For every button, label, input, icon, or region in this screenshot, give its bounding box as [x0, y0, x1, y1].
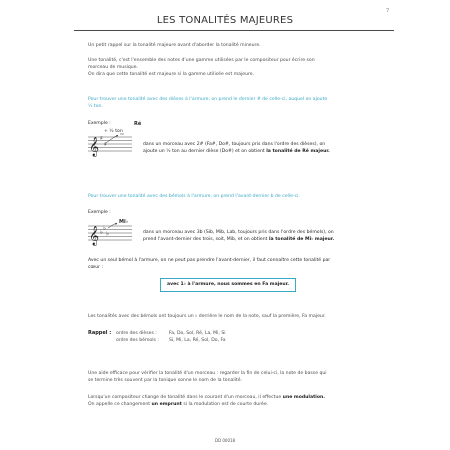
sharps-description-result: la tonalité de Ré majeur. [266, 149, 330, 154]
fa-major-callout-box: avec 1♭ à l'armure, nous sommes en Fa majeur. [160, 278, 296, 292]
flats-description-result: la tonalité de Mi♭ majeur. [268, 237, 335, 242]
flats-key-annotation: Mi♭ [119, 219, 129, 225]
single-flat-line-1: Avec un seul bémol à l'armure, on ne peut pas prendre l'avant-dernier, il faut connaître cette tonalité par [88, 258, 331, 263]
intro-paragraph-2-line-3: On dira que cette tonalité est majeure si la gamme utilisée est majeure. [88, 72, 255, 77]
modulation-plain: Lorsqu'un compositeur change de tonalité dans le courant d'un morceau, il effectue [88, 395, 282, 400]
modulation-term: une modulation. [282, 395, 326, 400]
sharps-description-line-2 [143, 148, 330, 155]
closing-paragraph-1-line-1: Une aide efficace pour vérifier la tonalité d'un morceau : regarder la fin de celui-ci, la note de basse qui [88, 371, 327, 376]
treble-clef-icon: 𝄞 [89, 226, 100, 246]
flats-rule: Pour trouver une tonalité avec des bémols à l'armure, on prend l'avant-dernier b de celle-ci. [88, 194, 300, 199]
rappel-label: Rappel : [88, 330, 112, 336]
footer-code: DD 00018 [214, 438, 236, 443]
closing-paragraph-1-line-2: se termine très souvent par la tonique sonne le nom de la tonalité. [88, 378, 242, 383]
intro-paragraph-2-line-1: Une tonalité, c'est l'ensemble des notes d'une gamme utilisées par le compositeur pour écrire son [88, 58, 315, 63]
flats-naming-note: Les tonalités avec des bémols ont toujours un ♭ derrière le nom de la note, sauf la première, Fa majeur. [88, 314, 326, 319]
flat-icon: ♭ [100, 229, 103, 236]
sharps-rule-line-2: ½ ton. [88, 104, 103, 109]
closing-paragraph-2-line-2 [88, 401, 268, 408]
sharps-example-label: Exemple : [88, 121, 111, 126]
arrow-head-icon [115, 223, 117, 225]
sharps-rule-line-1: Pour trouver une tonalité avec des dièses à l'armure, on prend le dernier # de celle-ci, auquel on ajoute [88, 97, 328, 102]
page-number: 7 [386, 8, 390, 14]
flat-icon: ♭ [103, 225, 106, 232]
flats-description-line-2 [143, 236, 334, 243]
sharps-half-tone-annotation: + ½ ton [104, 129, 123, 134]
flats-order-notes: Si, Mi, La, Ré, Sol, Do, Fa [169, 338, 226, 343]
sharps-key-annotation: Ré [134, 121, 142, 127]
single-flat-line-2: cœur : [88, 265, 104, 270]
sharp-icon: ♯ [104, 141, 107, 148]
emprunt-term: un emprunt [151, 402, 182, 407]
flats-order-label: ordre des bémols : [116, 338, 159, 343]
arrow-line [106, 135, 118, 143]
page-title: LES TONALITÉS MAJEURES [156, 15, 294, 26]
flat-icon: ♭ [106, 230, 109, 238]
flats-description-plain: prend l'avant-dernier des trois, soit, Mib, et on obtient [143, 237, 268, 242]
sharps-order-label: ordre des dièses : [116, 331, 157, 336]
sharps-description-line-1: dans un morceau avec 2# (Fa#, Do#, toujours pris dans l'ordre des dièses), on [143, 142, 326, 147]
emprunt-plain-1: On appelle ce changement [88, 402, 151, 407]
treble-clef-icon: 𝄞 [89, 137, 100, 157]
sharp-icon: ♯ [100, 135, 103, 142]
flats-example-label: Exemple : [88, 210, 111, 215]
sharps-description-plain: ajoute un ½ ton au dernier dièse (Do#) et on obtient [143, 149, 265, 154]
flats-staff-example [86, 220, 134, 246]
sharps-order-notes: Fa, Do, Sol, Ré, La, Mi, Si [169, 331, 226, 336]
intro-paragraph-2-line-2: morceau de musique. [88, 65, 138, 70]
flats-description-line-1: dans un morceau avec 3b (Sib, Mib, Lab, toujours pris dans l'ordre des bémols), on [143, 230, 334, 235]
emprunt-plain-2: si la modulation est de courte durée. [183, 402, 269, 407]
title-underline [74, 30, 394, 31]
intro-paragraph-1: Un petit rappel sur la tonalité majeure avant d'aborder la tonalité mineure. [88, 43, 261, 48]
sharps-staff-example [86, 131, 134, 157]
